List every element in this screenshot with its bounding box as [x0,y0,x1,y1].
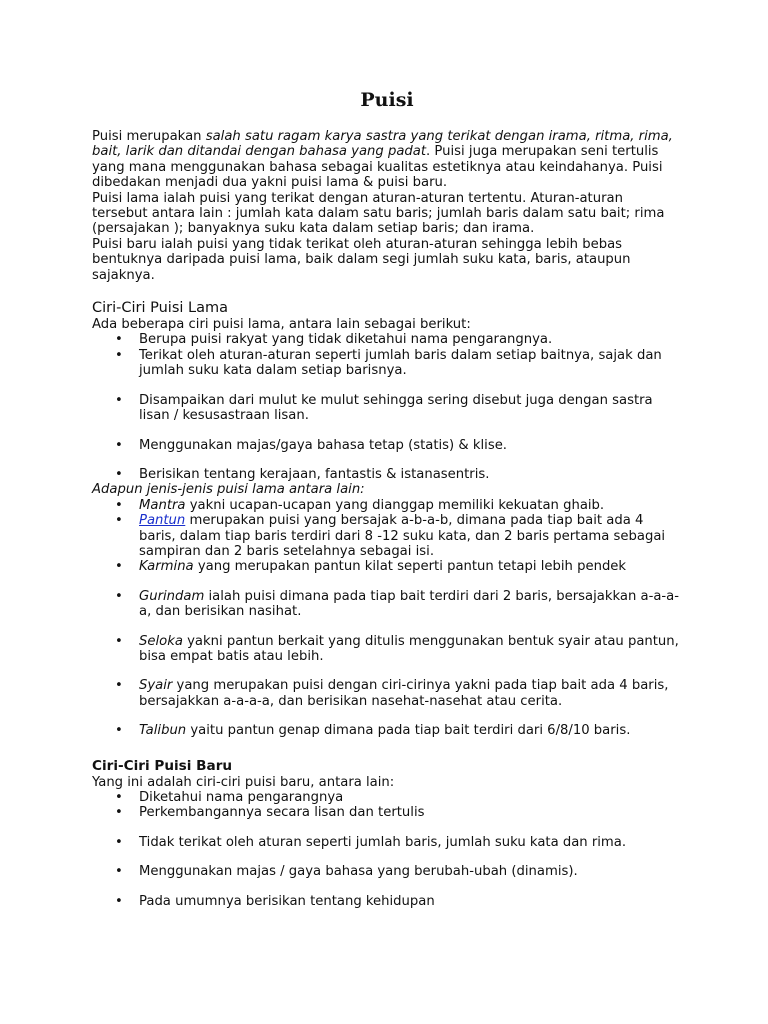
term-mantra: Mantra [139,497,186,513]
intro-text-end: . Puisi juga merupakan seni tertulis yang mana menggunakan bahasa sebagai kualitas estetiknya atau keindahanya. Puisi dibedakan menjadi dua yakni puisi lama & puisi baru. [92,144,663,191]
pantun-link[interactable]: Pantun [139,513,186,529]
term-talibun: Talibun [139,723,187,739]
puisi-lama-list [92,332,682,482]
intro-italic-definition: salah satu ragam karya sastra yang terikat dengan irama, ritma, rima, bait, larik dan ditandai dengan bahasa yang padat [92,129,673,160]
list-item: • Talibun yaitu pantun genap dimana pada tiap bait terdiri dari 6/8/10 baris. [139,723,682,738]
section-heading-puisi-lama: Ciri-Ciri Puisi Lama [92,300,229,317]
list-item: • Mantra yakni ucapan-ucapan yang dianggap memiliki kekuatan ghaib. [139,498,682,513]
list-item: • Terikat oleh aturan-aturan seperti jumlah baris dalam setiap baitnya, sajak dan jumlah suku kata dalam setiap barisnya. [139,348,682,379]
jenis-puisi-lama-list [92,498,682,739]
list-item: • Pada umumnya berisikan tentang kehidupan [139,894,682,909]
list-item: • Disampaikan dari mulut ke mulut sehingga sering disebut juga dengan sastra lisan / kesusastraan lisan. [139,393,682,424]
list-item: • Karmina yang merupakan pantun kilat seperti pantun tetapi lebih pendek [139,559,682,574]
term-gurindam: Gurindam [139,588,205,604]
list-item: • Menggunakan majas / gaya bahasa yang berubah-ubah (dinamis). [139,864,682,879]
intro-paragraph-3: Puisi baru ialah puisi yang tidak terikat oleh aturan-aturan sehingga lebih bebas bentuknya daripada puisi lama, baik dalam segi jumlah suku kata, baris, ataupun sajaknya. [92,236,631,283]
section-heading-puisi-baru: Ciri-Ciri Puisi Baru [92,757,233,774]
list-item: • Perkembangannya secara lisan dan tertulis [139,805,682,820]
term-syair: Syair [139,678,173,694]
list-item: • Gurindam ialah puisi dimana pada tiap bait terdiri dari 2 baris, bersajakkan a-a-a-a, dan berisikan nasihat. [139,589,682,620]
term-seloka: Seloka [139,633,183,649]
puisi-lama-lead: Ada beberapa ciri puisi lama, antara lain sebagai berikut: [92,317,471,333]
list-item: • Berisikan tentang kerajaan, fantastis & istanasentris. [139,467,682,482]
intro-text-start: Puisi merupakan [92,129,206,144]
intro-paragraph-2: Puisi lama ialah puisi yang terikat dengan aturan-aturan tertentu. Aturan-aturan tersebut antara lain : jumlah kata dalam satu baris; jumlah baris dalam satu bait; rima (persajakan ); banyaknya suku kata dalam setiap baris; dan irama. [92,190,665,237]
puisi-baru-lead: Yang ini adalah ciri-ciri puisi baru, antara lain: [92,774,395,790]
list-item: • Berupa puisi rakyat yang tidak diketahui nama pengarangnya. [139,332,682,347]
list-item: • Diketahui nama pengarangnya [139,790,682,805]
document-title: Puisi [360,89,414,111]
intro-paragraph-1 [92,129,682,191]
document-page [92,88,682,909]
puisi-baru-list [92,790,682,909]
term-karmina: Karmina [139,559,194,575]
list-item: • Tidak terikat oleh aturan seperti jumlah baris, jumlah suku kata dan rima. [139,835,682,850]
list-item: • Pantun merupakan puisi yang bersajak a-b-a-b, dimana pada tiap bait ada 4 baris, dalam tiap baris terdiri dari 8 -12 suku kata, dan 2 baris pertama sebagai sampiran dan 2 baris setelahnya sebagai isi. [139,513,682,559]
jenis-puisi-lama-lead: Adapun jenis-jenis puisi lama antara lain: [92,482,365,498]
list-item: • Seloka yakni pantun berkait yang ditulis menggunakan bentuk syair atau pantun, bisa empat batis atau lebih. [139,634,682,665]
list-item: • Syair yang merupakan puisi dengan ciri-cirinya yakni pada tiap bait ada 4 baris, bersajakkan a-a-a-a, dan berisikan nasehat-nasehat atau cerita. [139,678,682,709]
list-item: • Menggunakan majas/gaya bahasa tetap (statis) & klise. [139,438,682,453]
